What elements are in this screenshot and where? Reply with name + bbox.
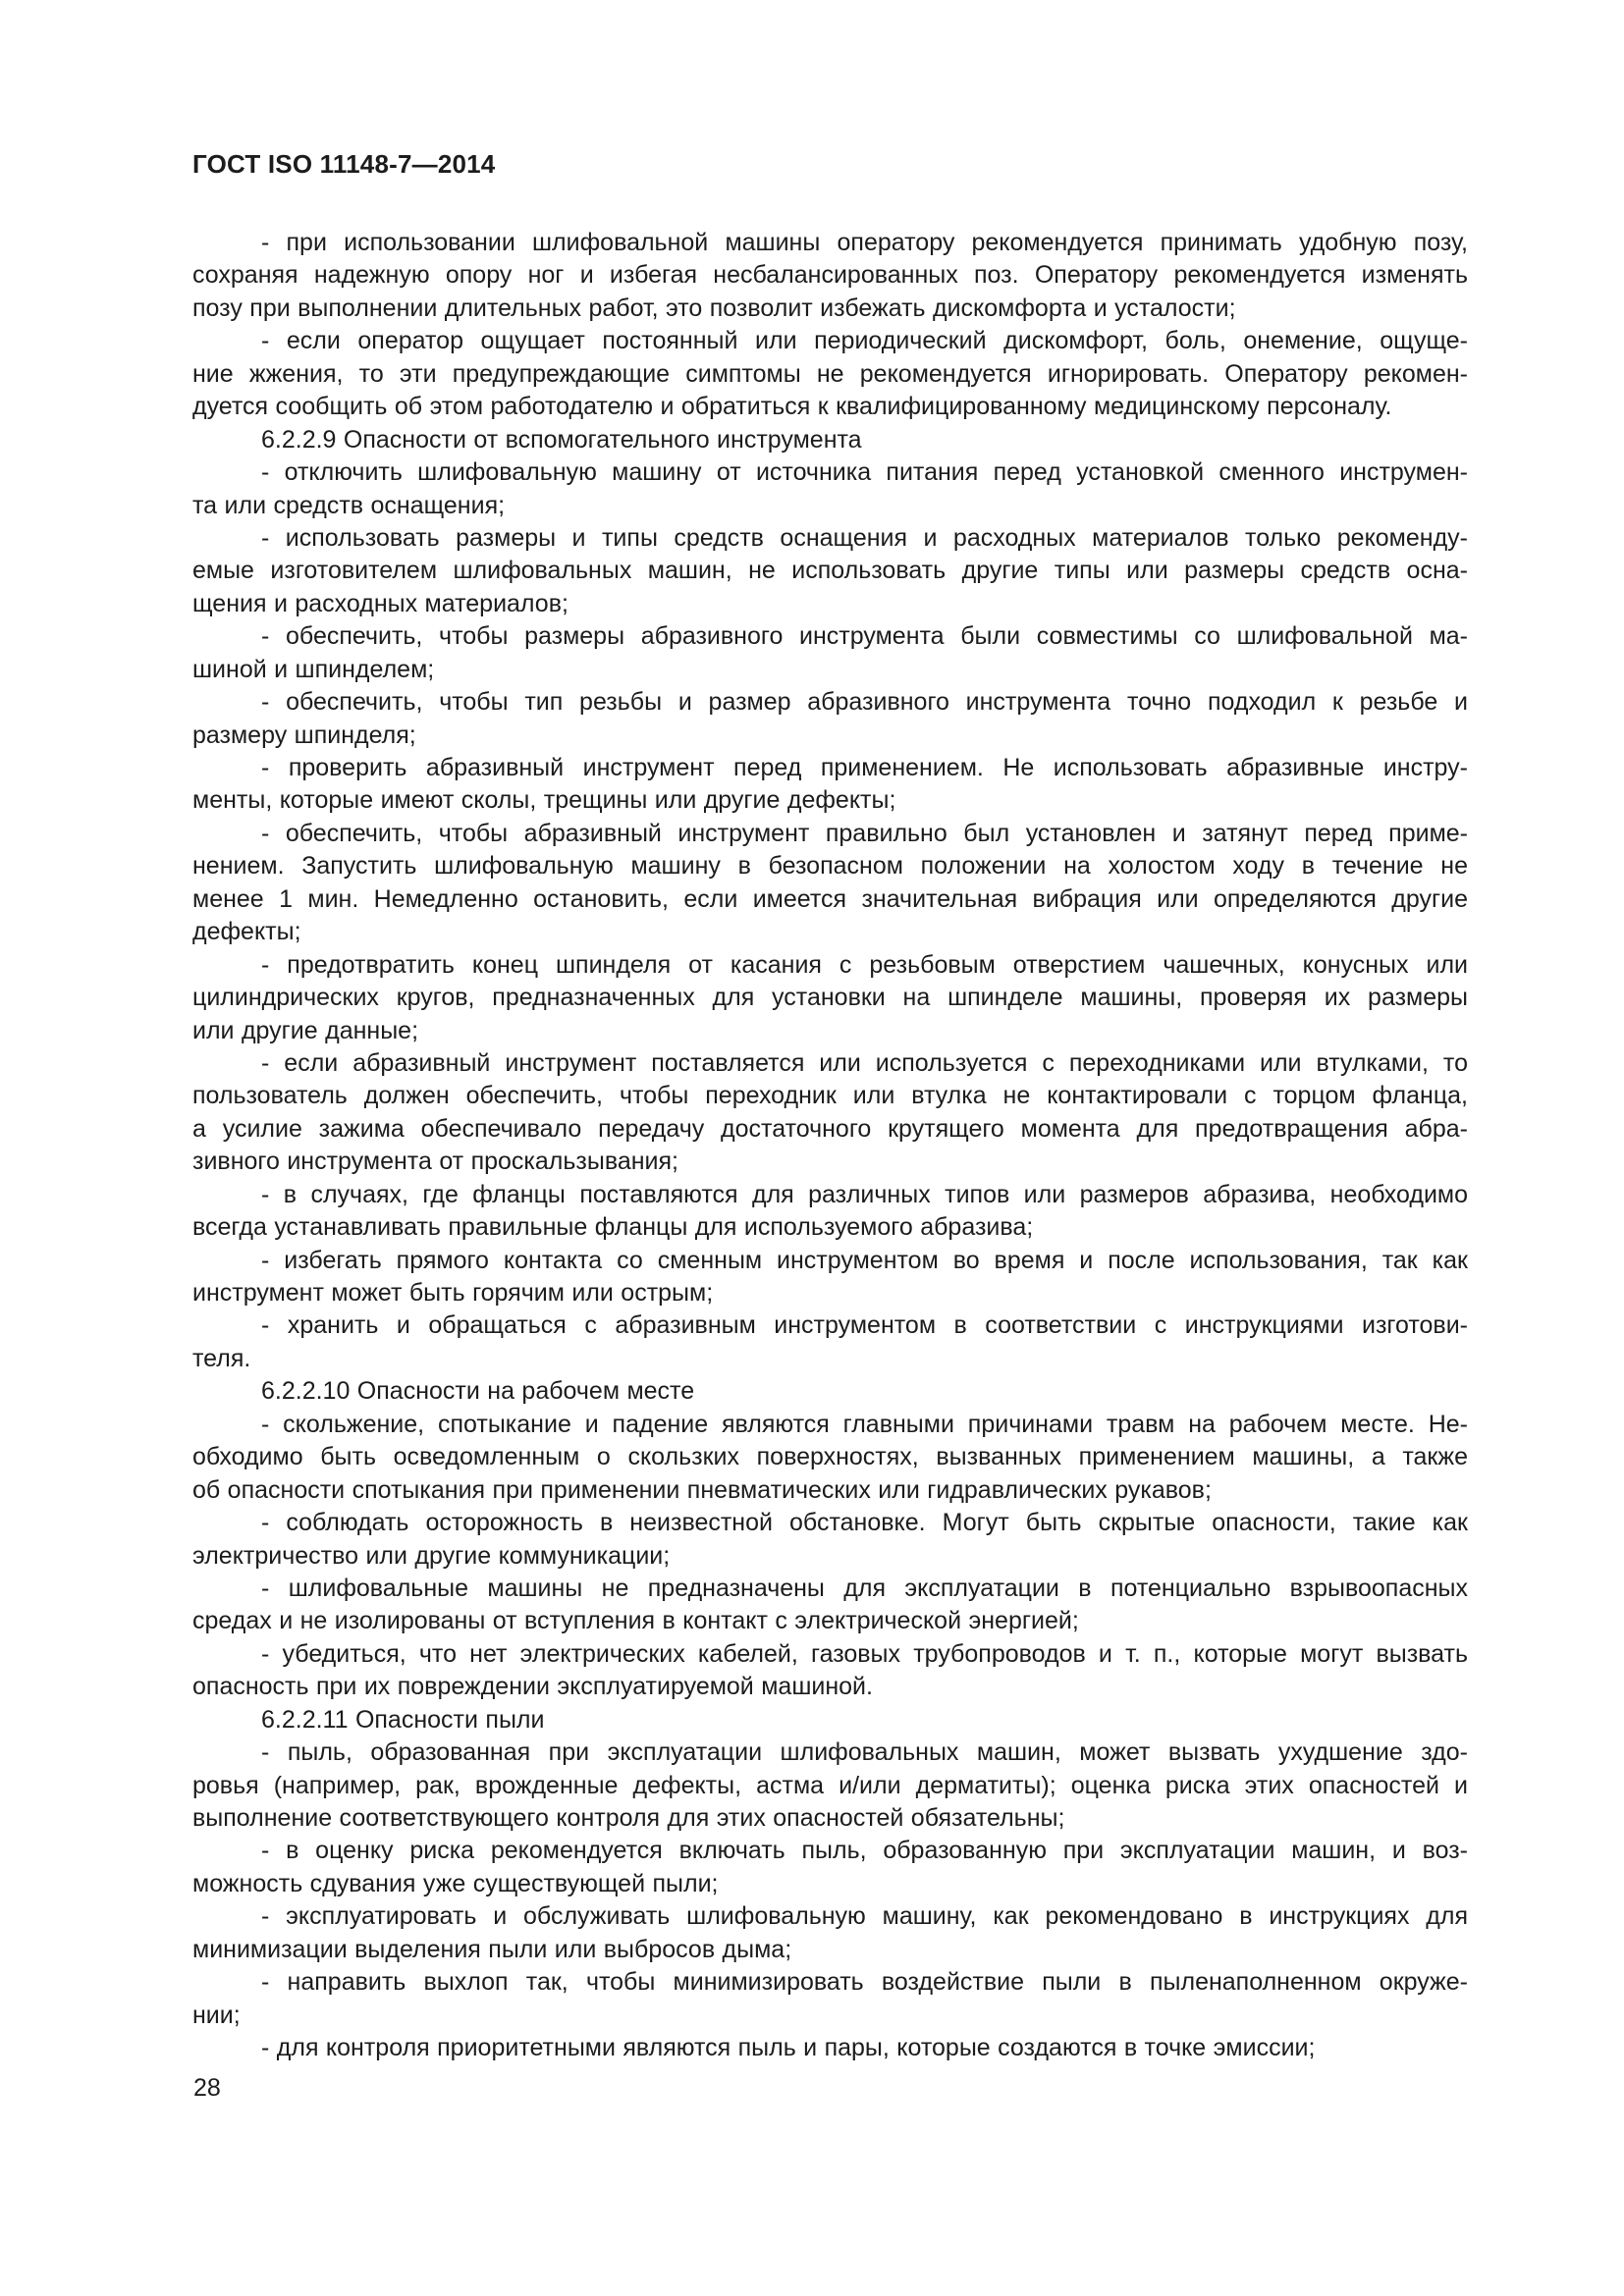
text-line: - направить выхлоп так, чтобы минимизировать воздействие пыли в пыленаполненном окруже-	[261, 1968, 1468, 1997]
text-line: сохраняя надежную опору ног и избегая несбалансированных поз. Оператору рекомендуется изменять	[192, 261, 1468, 290]
text-line: или другие данные;	[192, 1016, 419, 1044]
text-line: нии;	[192, 2001, 241, 2029]
text-line: менты, которые имеют сколы, трещины или другие дефекты;	[192, 786, 896, 815]
text-line: - обеспечить, чтобы тип резьбы и размер абразивного инструмента точно подходил к резьбе и	[261, 688, 1468, 717]
text-line: емые изготовителем шлифовальных машин, не использовать другие типы или размеры средств осна-	[192, 557, 1468, 585]
text-line: - в случаях, где фланцы поставляются для различных типов или размеров абразива, необходимо	[261, 1180, 1468, 1208]
text-line: пользователь должен обеспечить, чтобы переходник или втулка не контактировали с торцом фланца,	[192, 1082, 1468, 1110]
text-line: нением. Запустить шлифовальную машину в безопасном положении на холостом ходу в течение не	[192, 852, 1468, 881]
text-line: - если оператор ощущает постоянный или периодический дискомфорт, боль, онемение, ощуще-	[261, 327, 1468, 355]
text-line: - использовать размеры и типы средств оснащения и расходных материалов только рекоменду-	[261, 523, 1468, 552]
text-line: выполнение соответствующего контроля для этих опасностей обязательны;	[192, 1804, 1065, 1832]
text-line: ние жжения, то эти предупреждающие симптомы не рекомендуется игнорировать. Оператору рекомен-	[192, 359, 1468, 388]
text-line: минимизации выделения пыли или выбросов дыма;	[192, 1935, 792, 1963]
text-line: инструмент может быть горячим или острым;	[192, 1279, 714, 1307]
text-line: а усилие зажима обеспечивало передачу достаточного крутящего момента для предотвращения абра-	[192, 1114, 1468, 1143]
section-heading-line: 6.2.2.11 Опасности пыли	[261, 1705, 545, 1734]
text-line: - при использовании шлифовальной машины оператору рекомендуется принимать удобную позу,	[261, 229, 1468, 256]
text-line: можность сдувания уже существующей пыли;	[192, 1869, 719, 1897]
text-line: - обеспечить, чтобы размеры абразивного инструмента были совместимы со шлифовальной ма-	[261, 622, 1468, 651]
text-line: щения и расходных материалов;	[192, 589, 568, 617]
text-line: всегда устанавливать правильные фланцы для используемого абразива;	[192, 1213, 1034, 1242]
text-line: - в оценку риска рекомендуется включать пыль, образованную при эксплуатации машин, и воз-	[261, 1837, 1468, 1865]
text-line: - соблюдать осторожность в неизвестной обстановке. Могут быть скрытые опасности, такие как	[261, 1509, 1468, 1537]
document-code-header: ГОСТ ISO 11148-7—2014	[192, 149, 496, 179]
text-line: - убедиться, что нет электрических кабелей, газовых трубопроводов и т. п., которые могут вызвать	[261, 1639, 1468, 1668]
section-heading-line: 6.2.2.10 Опасности на рабочем месте	[261, 1377, 695, 1406]
text-line: - эксплуатировать и обслуживать шлифовальную машину, как рекомендовано в инструкциях для	[261, 1902, 1468, 1931]
text-line: - проверить абразивный инструмент перед применением. Не использовать абразивные инстру-	[261, 754, 1468, 781]
text-line: электричество или другие коммуникации;	[192, 1541, 671, 1570]
text-line: - скольжение, спотыкание и падение являются главными причинами травм на рабочем месте. Не-	[261, 1410, 1468, 1438]
page-number: 28	[193, 2074, 221, 2102]
text-line: размеру шпинделя;	[192, 721, 416, 749]
text-line: - отключить шлифовальную машину от источника питания перед установкой сменного инструмен-	[261, 458, 1468, 487]
text-line: шиной и шпинделем;	[192, 655, 435, 683]
text-line: зивного инструмента от проскальзывания;	[192, 1148, 679, 1176]
text-line: дуется сообщить об этом работодателю и обратиться к квалифицированному медицинскому персоналу.	[192, 393, 1392, 421]
text-line: - избегать прямого контакта со сменным инструментом во время и после использования, так как	[261, 1246, 1468, 1274]
text-line: - хранить и обращаться с абразивным инструментом в соответствии с инструкциями изготови-	[261, 1311, 1468, 1340]
text-line: опасность при их повреждении эксплуатируемой машиной.	[192, 1673, 873, 1701]
text-line: обходимо быть осведомленным о скользких поверхностях, вызванных применением машины, а также	[192, 1443, 1468, 1471]
text-line: - шлифовальные машины не предназначены для эксплуатации в потенциально взрывоопасных	[261, 1574, 1468, 1602]
text-line: дефекты;	[192, 918, 301, 946]
text-line: теля.	[192, 1344, 251, 1372]
text-line: - предотвратить конец шпинделя от касания с резьбовым отверстием чашечных, конусных или	[261, 950, 1468, 979]
text-line: - обеспечить, чтобы абразивный инструмент правильно был установлен и затянут перед приме-	[261, 819, 1468, 847]
text-line: средах и не изолированы от вступления в контакт с электрической энергией;	[192, 1607, 1079, 1635]
text-line: - для контроля приоритетными являются пыль и пары, которые создаются в точке эмиссии;	[261, 2034, 1316, 2062]
text-line: - пыль, образованная при эксплуатации шлифовальных машин, может вызвать ухудшение здо-	[261, 1738, 1468, 1767]
text-line: ровья (например, рак, врожденные дефекты, астма и/или дерматиты); оценка риска этих опасностей и	[192, 1771, 1468, 1799]
section-heading-line: 6.2.2.9 Опасности от вспомогательного инструмента	[261, 425, 862, 454]
text-line: позу при выполнении длительных работ, это позволит избежать дискомфорта и усталости;	[192, 294, 1236, 322]
text-line: об опасности спотыкания при применении пневматических или гидравлических рукавов;	[192, 1475, 1212, 1504]
text-line: та или средств оснащения;	[192, 491, 506, 519]
text-line: - если абразивный инструмент поставляется или используется с переходниками или втулками, то	[261, 1048, 1468, 1077]
document-body	[192, 227, 1468, 2065]
text-line: менее 1 мин. Немедленно остановить, если имеется значительная вибрация или определяются другие	[192, 884, 1468, 913]
text-line: цилиндрических кругов, предназначенных для установки на шпинделе машины, проверяя их размеры	[192, 984, 1468, 1012]
